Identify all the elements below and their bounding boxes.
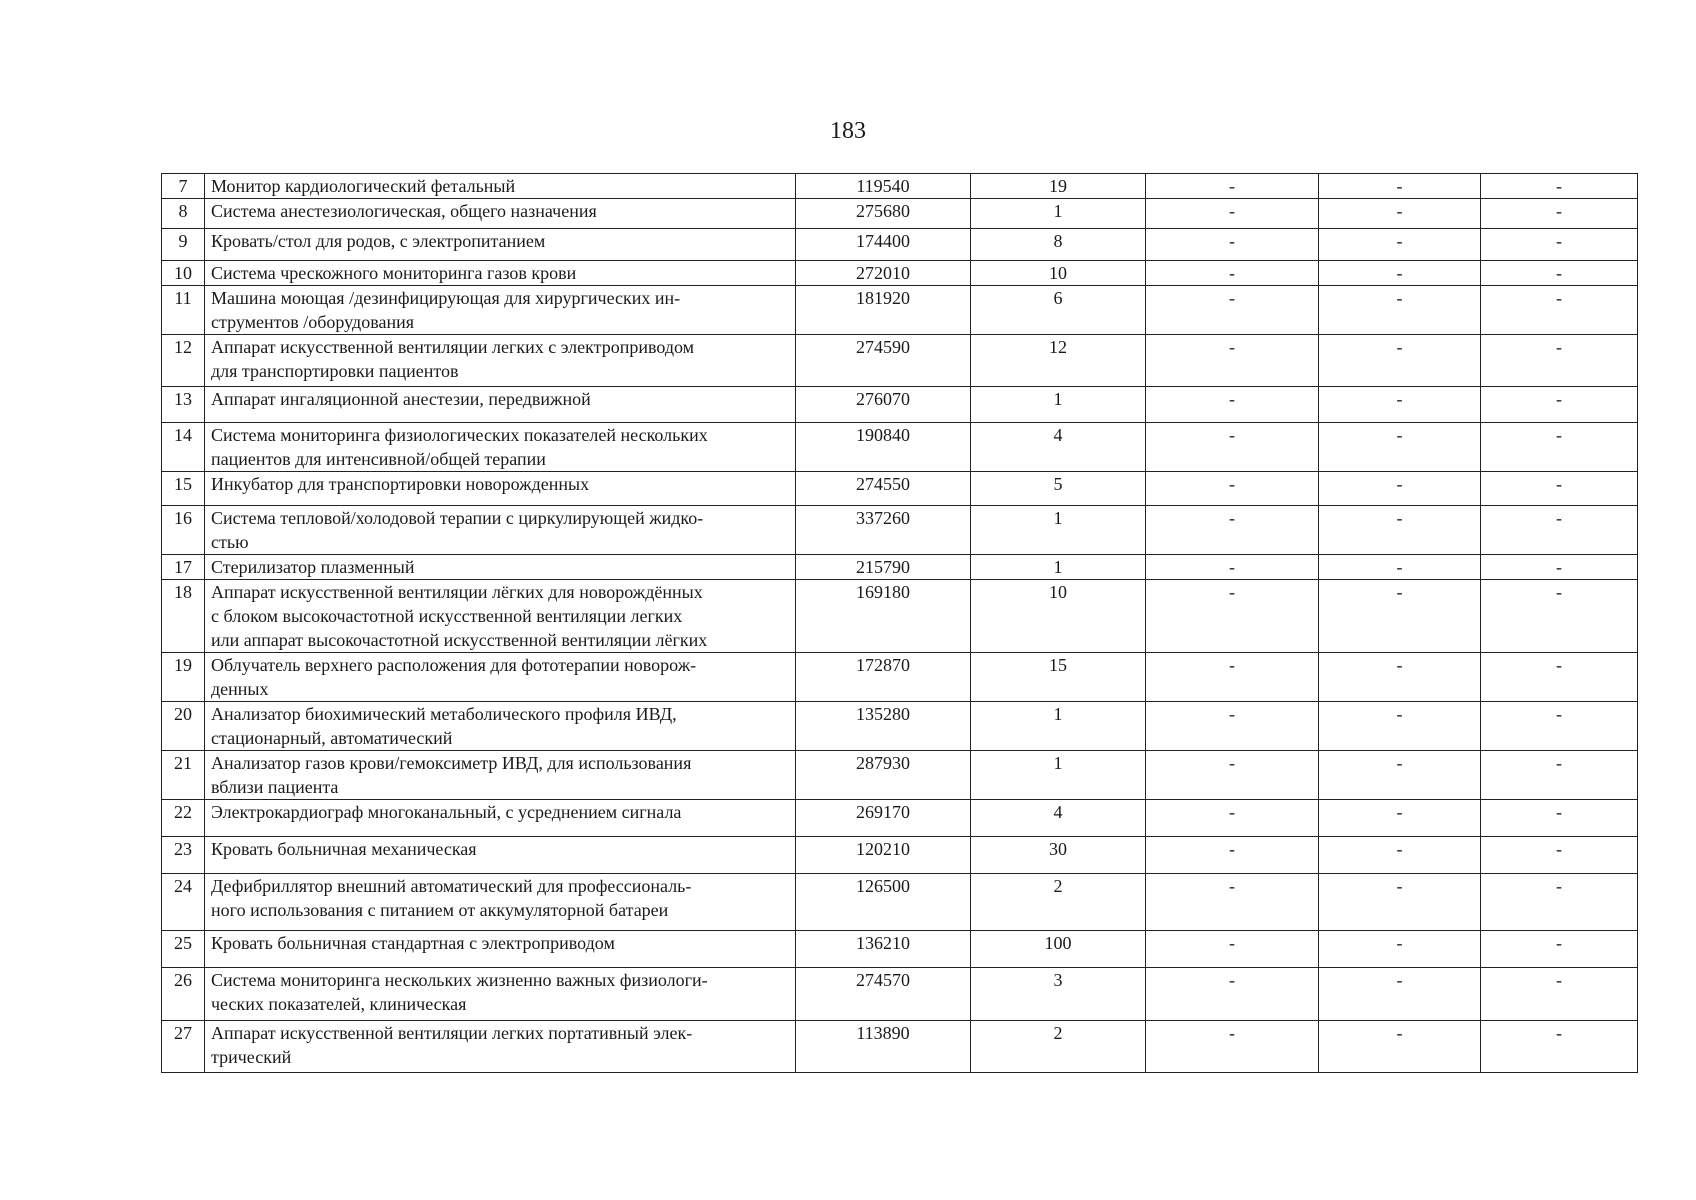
table-row	[162, 653, 1638, 702]
equipment-name: Система мониторинга физиологических показателей нескольких пациентов для интенсивной/общей терапии	[205, 423, 796, 472]
value-col-1: -	[1146, 702, 1319, 751]
value-col-1: -	[1146, 800, 1319, 837]
equipment-code: 135280	[796, 702, 971, 751]
value-col-2: -	[1319, 506, 1481, 555]
value-col-2: -	[1319, 229, 1481, 261]
equipment-code: 113890	[796, 1021, 971, 1073]
equipment-code: 274550	[796, 472, 971, 506]
equipment-code: 287930	[796, 751, 971, 800]
page-number: 183	[830, 118, 866, 144]
value-col-1: -	[1146, 472, 1319, 506]
table-row	[162, 286, 1638, 335]
value-col-3: -	[1481, 555, 1638, 580]
equipment-name: Кровать/стол для родов, с электропитанием	[205, 229, 796, 261]
row-number: 19	[162, 653, 205, 702]
equipment-code: 269170	[796, 800, 971, 837]
value-col-3: -	[1481, 837, 1638, 874]
equipment-name: Аппарат ингаляционной анестезии, передвижной	[205, 387, 796, 423]
value-col-3: -	[1481, 286, 1638, 335]
equipment-code: 276070	[796, 387, 971, 423]
value-col-3: -	[1481, 335, 1638, 387]
table-row	[162, 229, 1638, 261]
row-number: 10	[162, 261, 205, 286]
value-col-3: -	[1481, 174, 1638, 199]
value-col-2: -	[1319, 580, 1481, 653]
equipment-quantity: 19	[971, 174, 1146, 199]
row-number: 15	[162, 472, 205, 506]
value-col-3: -	[1481, 1021, 1638, 1073]
equipment-name: Система чрескожного мониторинга газов крови	[205, 261, 796, 286]
equipment-code: 172870	[796, 653, 971, 702]
row-number: 25	[162, 931, 205, 968]
value-col-1: -	[1146, 261, 1319, 286]
equipment-quantity: 15	[971, 653, 1146, 702]
row-number: 17	[162, 555, 205, 580]
value-col-1: -	[1146, 874, 1319, 931]
value-col-3: -	[1481, 423, 1638, 472]
equipment-code: 215790	[796, 555, 971, 580]
value-col-3: -	[1481, 800, 1638, 837]
row-number: 20	[162, 702, 205, 751]
value-col-2: -	[1319, 1021, 1481, 1073]
value-col-2: -	[1319, 702, 1481, 751]
value-col-3: -	[1481, 931, 1638, 968]
equipment-quantity: 10	[971, 580, 1146, 653]
equipment-quantity: 1	[971, 702, 1146, 751]
equipment-code: 274590	[796, 335, 971, 387]
table-row	[162, 874, 1638, 931]
row-number: 14	[162, 423, 205, 472]
equipment-code: 275680	[796, 199, 971, 229]
value-col-1: -	[1146, 837, 1319, 874]
table-row	[162, 199, 1638, 229]
value-col-1: -	[1146, 335, 1319, 387]
table-row	[162, 555, 1638, 580]
value-col-1: -	[1146, 653, 1319, 702]
equipment-code: 190840	[796, 423, 971, 472]
equipment-name: Машина моющая /дезинфицирующая для хирургических ин- струментов /оборудования	[205, 286, 796, 335]
value-col-1: -	[1146, 423, 1319, 472]
equipment-name: Дефибриллятор внешний автоматический для профессиональ- ного использования с питанием от аккумуляторной батареи	[205, 874, 796, 931]
value-col-1: -	[1146, 199, 1319, 229]
value-col-2: -	[1319, 335, 1481, 387]
equipment-quantity: 5	[971, 472, 1146, 506]
equipment-name: Облучатель верхнего расположения для фототерапии новорож- денных	[205, 653, 796, 702]
value-col-2: -	[1319, 800, 1481, 837]
equipment-code: 126500	[796, 874, 971, 931]
row-number: 24	[162, 874, 205, 931]
equipment-quantity: 1	[971, 199, 1146, 229]
equipment-name: Система анестезиологическая, общего назначения	[205, 199, 796, 229]
equipment-name: Электрокардиограф многоканальный, с усреднением сигнала	[205, 800, 796, 837]
table-row	[162, 837, 1638, 874]
value-col-1: -	[1146, 174, 1319, 199]
row-number: 13	[162, 387, 205, 423]
row-number: 8	[162, 199, 205, 229]
value-col-2: -	[1319, 472, 1481, 506]
value-col-3: -	[1481, 751, 1638, 800]
value-col-2: -	[1319, 199, 1481, 229]
value-col-3: -	[1481, 702, 1638, 751]
value-col-2: -	[1319, 874, 1481, 931]
equipment-quantity: 10	[971, 261, 1146, 286]
value-col-2: -	[1319, 423, 1481, 472]
row-number: 16	[162, 506, 205, 555]
equipment-quantity: 30	[971, 837, 1146, 874]
equipment-name: Система мониторинга нескольких жизненно важных физиологи- ческих показателей, клиническая	[205, 968, 796, 1021]
equipment-name: Анализатор газов крови/гемоксиметр ИВД, для использования вблизи пациента	[205, 751, 796, 800]
equipment-name: Стерилизатор плазменный	[205, 555, 796, 580]
value-col-2: -	[1319, 931, 1481, 968]
equipment-code: 136210	[796, 931, 971, 968]
equipment-code: 119540	[796, 174, 971, 199]
equipment-code: 337260	[796, 506, 971, 555]
equipment-quantity: 1	[971, 751, 1146, 800]
row-number: 7	[162, 174, 205, 199]
row-number: 9	[162, 229, 205, 261]
equipment-code: 169180	[796, 580, 971, 653]
value-col-2: -	[1319, 751, 1481, 800]
value-col-3: -	[1481, 472, 1638, 506]
row-number: 18	[162, 580, 205, 653]
equipment-name: Аппарат искусственной вентиляции легких с электроприводом для транспортировки пациентов	[205, 335, 796, 387]
value-col-2: -	[1319, 387, 1481, 423]
table-row	[162, 335, 1638, 387]
table-row	[162, 387, 1638, 423]
value-col-1: -	[1146, 1021, 1319, 1073]
equipment-quantity: 2	[971, 1021, 1146, 1073]
row-number: 22	[162, 800, 205, 837]
equipment-name: Кровать больничная стандартная с электроприводом	[205, 931, 796, 968]
table-row	[162, 423, 1638, 472]
table-row	[162, 506, 1638, 555]
value-col-3: -	[1481, 261, 1638, 286]
equipment-code: 274570	[796, 968, 971, 1021]
value-col-3: -	[1481, 580, 1638, 653]
value-col-1: -	[1146, 387, 1319, 423]
value-col-1: -	[1146, 751, 1319, 800]
value-col-3: -	[1481, 506, 1638, 555]
table-body	[162, 174, 1638, 1073]
table-row	[162, 580, 1638, 653]
equipment-name: Аппарат искусственной вентиляции легких портативный элек- трический	[205, 1021, 796, 1073]
equipment-quantity: 4	[971, 800, 1146, 837]
table-row	[162, 751, 1638, 800]
row-number: 23	[162, 837, 205, 874]
equipment-name: Монитор кардиологический фетальный	[205, 174, 796, 199]
value-col-3: -	[1481, 653, 1638, 702]
row-number: 11	[162, 286, 205, 335]
value-col-1: -	[1146, 555, 1319, 580]
value-col-3: -	[1481, 874, 1638, 931]
equipment-code: 272010	[796, 261, 971, 286]
row-number: 27	[162, 1021, 205, 1073]
equipment-name: Аппарат искусственной вентиляции лёгких для новорождённых с блоком высокочастотной искусственной вентиляции легких или аппарат высокочастотной искусственной вентиляции лёгких	[205, 580, 796, 653]
equipment-quantity: 1	[971, 506, 1146, 555]
equipment-quantity: 1	[971, 387, 1146, 423]
value-col-1: -	[1146, 506, 1319, 555]
value-col-1: -	[1146, 229, 1319, 261]
table-row	[162, 1021, 1638, 1073]
value-col-2: -	[1319, 555, 1481, 580]
equipment-quantity: 8	[971, 229, 1146, 261]
table-row	[162, 968, 1638, 1021]
value-col-1: -	[1146, 286, 1319, 335]
equipment-name: Анализатор биохимический метаболического профиля ИВД, стационарный, автоматический	[205, 702, 796, 751]
table-row	[162, 800, 1638, 837]
value-col-2: -	[1319, 286, 1481, 335]
value-col-2: -	[1319, 968, 1481, 1021]
equipment-name: Кровать больничная механическая	[205, 837, 796, 874]
equipment-name: Инкубатор для транспортировки новорожденных	[205, 472, 796, 506]
equipment-quantity: 100	[971, 931, 1146, 968]
equipment-quantity: 2	[971, 874, 1146, 931]
value-col-3: -	[1481, 387, 1638, 423]
value-col-2: -	[1319, 653, 1481, 702]
value-col-3: -	[1481, 968, 1638, 1021]
table-row	[162, 702, 1638, 751]
table-row	[162, 174, 1638, 199]
equipment-quantity: 1	[971, 555, 1146, 580]
table-row	[162, 931, 1638, 968]
equipment-code: 120210	[796, 837, 971, 874]
value-col-1: -	[1146, 580, 1319, 653]
value-col-2: -	[1319, 837, 1481, 874]
value-col-1: -	[1146, 931, 1319, 968]
value-col-2: -	[1319, 174, 1481, 199]
equipment-code: 174400	[796, 229, 971, 261]
table-row	[162, 472, 1638, 506]
equipment-quantity: 6	[971, 286, 1146, 335]
equipment-quantity: 3	[971, 968, 1146, 1021]
row-number: 26	[162, 968, 205, 1021]
value-col-3: -	[1481, 229, 1638, 261]
equipment-name: Система тепловой/холодовой терапии с циркулирующей жидко- стью	[205, 506, 796, 555]
value-col-3: -	[1481, 199, 1638, 229]
equipment-table	[161, 173, 1638, 1073]
row-number: 21	[162, 751, 205, 800]
equipment-quantity: 4	[971, 423, 1146, 472]
value-col-2: -	[1319, 261, 1481, 286]
equipment-code: 181920	[796, 286, 971, 335]
table-row	[162, 261, 1638, 286]
equipment-quantity: 12	[971, 335, 1146, 387]
row-number: 12	[162, 335, 205, 387]
value-col-1: -	[1146, 968, 1319, 1021]
